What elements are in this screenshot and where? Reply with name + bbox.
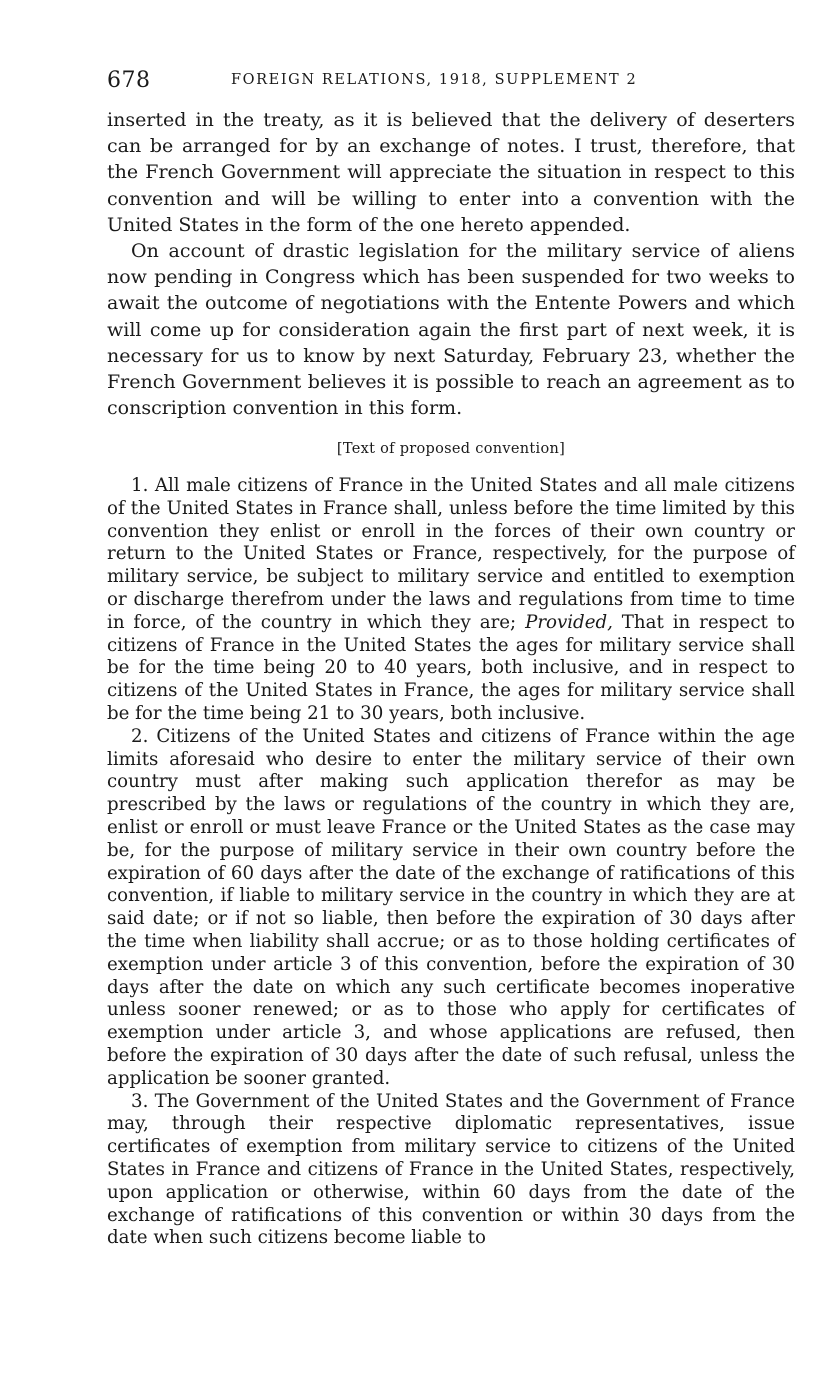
- page-header: [107, 68, 795, 98]
- intro-text: [107, 107, 795, 421]
- convention-heading: [Text of proposed convention]: [336, 441, 566, 457]
- page-number: 678: [107, 68, 151, 93]
- article-1-proviso: That in respect to citizens of France in the United States the ages for military service shall be for the time being 20 to 40 years, both inclusive, and in respect to citizens of the United States in France, the ages for military service shall be for the time being 21 to 30 years, both inclusive.: [107, 611, 795, 724]
- article-1-provided: Provided,: [525, 611, 613, 633]
- article-2: 2. Citizens of the United States and citizens of France within the age limits aforesaid who desire to enter the military service of their own country must after making such application therefor as may be prescribed by the laws or regulations of the country in which they are, enlist or enroll or must leave France or the United States as the case may be, for the purpose of military service in their own country before the expiration of 60 days after the date of the exchange of ratifications of this convention, if liable to military service in the country in which they are at said date; or if not so liable, then before the expiration of 30 days after the time when liability shall accrue; or as to those holding certificates of exemption under article 3 of this convention, before the expiration of 30 days after the date on which any such certificate becomes inoperative unless sooner renewed; or as to those who apply for certificates of exemption under article 3, and whose applications are refused, then before the expiration of 30 days after the date of such refusal, unless the application be sooner granted.: [107, 725, 795, 1089]
- running-head: FOREIGN RELATIONS, 1918, SUPPLEMENT 2: [231, 72, 638, 88]
- article-3: 3. The Government of the United States and the Government of France may, through their respective diplomatic representatives, issue certificates of exemption from military service to citizens of the United States in France and citizens of France in the United States, respectively, upon application or otherwise, within 60 days from the date of the exchange of ratifications of this convention or within 30 days from the date when such citizens become liable to: [107, 1090, 795, 1249]
- intro-paragraph-continued: inserted in the treaty, as it is believed that the delivery of deserters can be arranged for by an exchange of notes. I trust, therefore, that the French Government will appreciate the situation in respect to this convention and will be willing to enter into a convention with the United States in the form of the one hereto appended.: [107, 109, 795, 236]
- intro-paragraph-conscription: On account of drastic legislation for the military service of aliens now pending in Congress which has been suspended for two weeks to await the outcome of negotiations with the Entente Powers and which will come up for consideration again the first part of next week, it is necessary for us to know by next Saturday, February 23, whether the French Government believes it is possible to reach an agreement as to conscription convention in this form.: [107, 240, 795, 420]
- article-1: [107, 475, 795, 726]
- convention-articles: [107, 475, 795, 1250]
- article-1-text: 1. All male citizens of France in the United States and all male citizens of the United States in France shall, unless before the time limited by this convention they enlist or enroll in the forces of their own country or return to the United States or France, respectively, for the purpose of military service, be subject to military service and entitled to exemption or discharge therefrom under the laws and regulations from time to time in force, of the country in which they are;: [107, 475, 795, 633]
